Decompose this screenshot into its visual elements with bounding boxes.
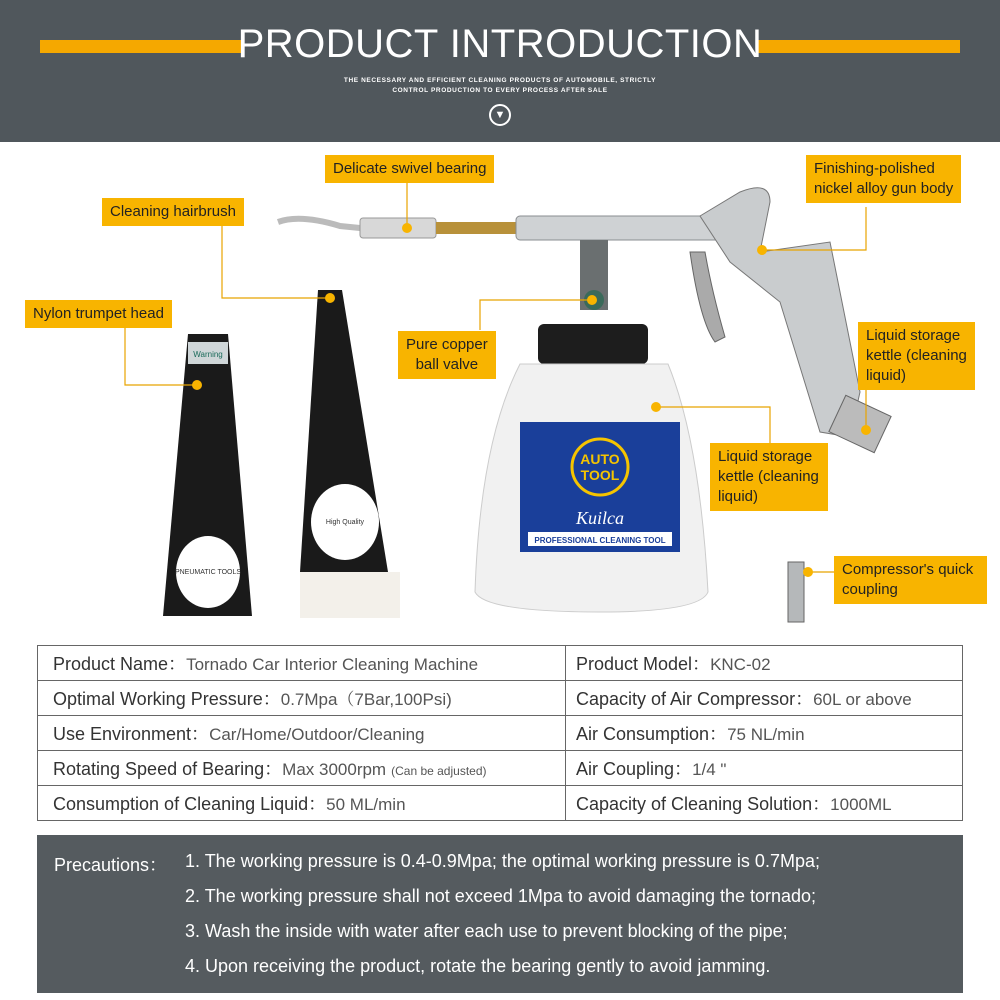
callout-text: ball valve	[415, 356, 479, 373]
spec-value: 50 ML/min	[326, 795, 406, 814]
callout-kettle-a	[858, 322, 975, 390]
spec-value: 75 NL/min	[727, 725, 805, 744]
hairbrush-nozzle	[300, 290, 400, 618]
spec-key: Product Model：	[576, 654, 711, 674]
spec-value: KNC-02	[710, 655, 771, 674]
subtitle	[0, 76, 1000, 96]
spec-value: Car/Home/Outdoor/Cleaning	[209, 725, 425, 744]
precautions-heading: Precautions：	[54, 855, 168, 875]
spec-value: 1/4 "	[692, 760, 727, 779]
callout-text: kettle (cleaning	[866, 347, 967, 364]
spec-value: Max 3000rpm	[282, 760, 387, 779]
callout-text: Liquid storage	[718, 448, 813, 465]
callout-text: nickel alloy gun body	[814, 180, 954, 197]
table-row	[38, 646, 963, 681]
callout-cleaning-hairbrush: Cleaning hairbrush	[102, 198, 244, 226]
precautions-panel	[37, 835, 963, 993]
callout-gun-body	[806, 155, 961, 203]
spec-table	[37, 645, 963, 821]
spec-key: Air Coupling：	[576, 759, 693, 779]
table-row	[38, 786, 963, 821]
spec-key: Optimal Working Pressure：	[53, 689, 281, 709]
table-row	[38, 751, 963, 786]
brand-logo-auto: AUTO	[580, 451, 620, 467]
brand-logo-tool: TOOL	[580, 467, 620, 483]
callout-quick-coupling	[834, 556, 987, 604]
spec-value: 0.7Mpa（7Bar,100Psi)	[280, 690, 452, 709]
callout-text: kettle (cleaning	[718, 468, 819, 485]
nozzle-label-text: PNEUMATIC TOOLS	[174, 569, 242, 576]
subtitle-line: THE NECESSARY AND EFFICIENT CLEANING PRODUCTS OF AUTOMOBILE, STRICTLY	[343, 77, 657, 84]
precaution-item: 2. The working pressure shall not exceed 1Mpa to avoid damaging the tornado;	[185, 886, 817, 906]
spec-key: Consumption of Cleaning Liquid：	[53, 794, 327, 814]
quick-coupling	[788, 562, 804, 622]
table-row	[38, 681, 963, 716]
liquid-kettle	[475, 324, 708, 612]
callout-kettle-b	[710, 443, 828, 511]
subtitle-line: CONTROL PRODUCTION TO EVERY PROCESS AFTER SALE	[392, 87, 608, 94]
spec-value: 60L or above	[813, 690, 912, 709]
spec-key: Capacity of Air Compressor：	[576, 689, 814, 709]
spec-key: Air Consumption：	[576, 724, 728, 744]
spec-key: Rotating Speed of Bearing：	[53, 759, 283, 779]
gun-body	[690, 188, 891, 453]
spec-key: Product Name：	[53, 654, 187, 674]
spec-key: Capacity of Cleaning Solution：	[576, 794, 831, 814]
trumpet-nozzle	[163, 334, 252, 616]
precaution-item: 1. The working pressure is 0.4-0.9Mpa; the optimal working pressure is 0.7Mpa;	[185, 851, 820, 871]
precaution-item: 3. Wash the inside with water after each use to prevent blocking of the pipe;	[185, 921, 788, 941]
callout-text: Liquid storage	[866, 327, 961, 344]
callout-nylon-trumpet-head: Nylon trumpet head	[25, 300, 172, 328]
chevron-down-circle-icon[interactable]: ▼	[489, 104, 511, 126]
brush-label-text: High Quality	[325, 519, 365, 526]
callout-text: liquid)	[718, 488, 759, 505]
table-row	[38, 716, 963, 751]
spec-value: Tornado Car Interior Cleaning Machine	[186, 655, 479, 674]
callout-text: liquid)	[866, 367, 907, 384]
spec-value: 1000ML	[830, 795, 892, 814]
gun-nozzle-tube	[278, 216, 756, 240]
precaution-item: 4. Upon receiving the product, rotate the bearing gently to avoid jamming.	[185, 956, 771, 976]
callout-swivel-bearing: Delicate swivel bearing	[325, 155, 494, 183]
spec-note: (Can be adjusted)	[391, 764, 487, 778]
callout-text: Compressor's quick	[842, 561, 974, 578]
callout-text: Pure copper	[406, 336, 488, 353]
header-banner	[0, 0, 1000, 142]
callout-text: Finishing-polished	[814, 160, 935, 177]
kettle-tagline: PROFESSIONAL CLEANING TOOL	[534, 536, 666, 545]
nozzle-band-text: Warning	[193, 350, 223, 359]
callout-text: coupling	[842, 581, 898, 598]
callout-ball-valve	[398, 331, 496, 379]
page-title: PRODUCT INTRODUCTION	[237, 22, 763, 66]
brand-script: Kuilca	[576, 508, 624, 528]
spec-key: Use Environment：	[53, 724, 210, 744]
